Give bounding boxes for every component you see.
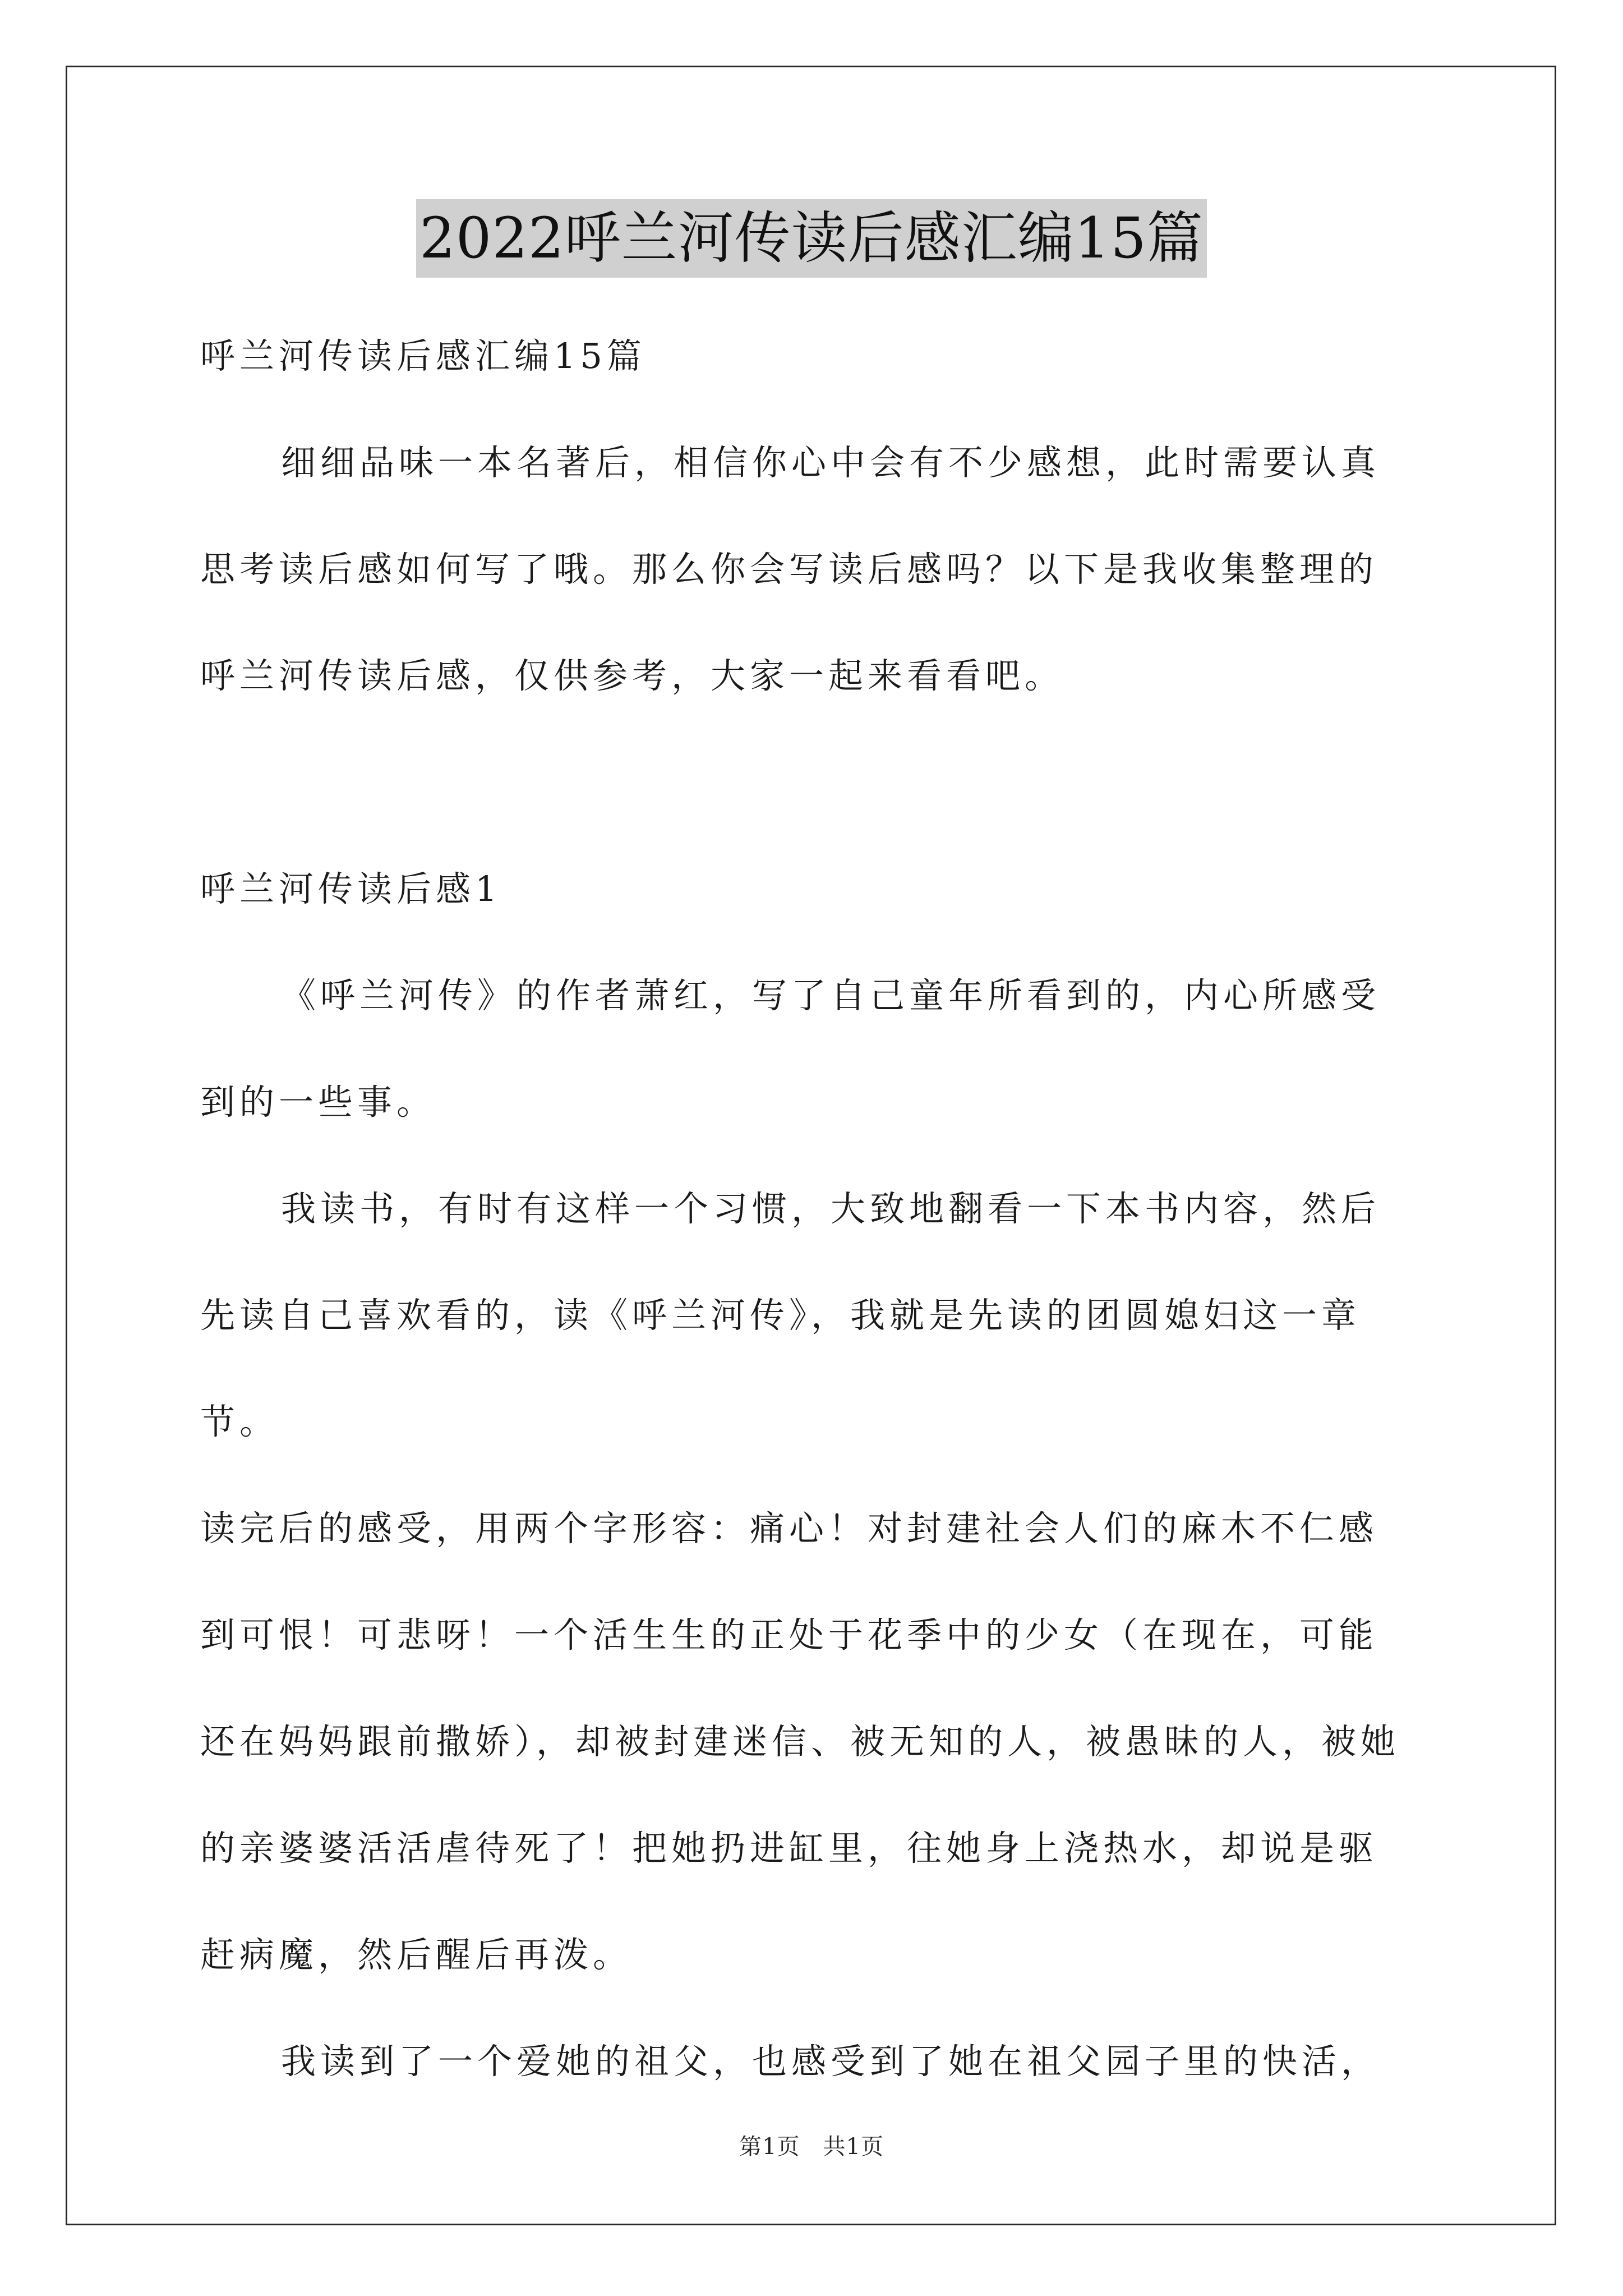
paragraph-2-line-6: 的亲婆婆活活虐待死了！把她扔进缸里，往她身上浇热水，却说是驱	[200, 1828, 1378, 1869]
paragraph-gap	[200, 729, 1434, 836]
section-heading: 呼兰河传读后感1	[200, 868, 502, 909]
document-title: 2022呼兰河传读后感汇编15篇	[416, 199, 1207, 278]
page-number: 第1页 共1页	[739, 2134, 884, 2160]
title-container	[0, 199, 1623, 278]
page-footer	[0, 2129, 1623, 2161]
paragraph-3-line-1: 我读到了一个爱她的祖父，也感受到了她在祖父园子里的快活，	[281, 2041, 1381, 2082]
paragraph-1-line-2: 到的一些事。	[200, 1082, 436, 1122]
paragraph-2-line-3: 读完后的感受，用两个字形容：痛心！对封建社会人们的麻木不仁感	[200, 1508, 1378, 1549]
paragraph-2-line-5: 还在妈妈跟前撒娇），却被封建迷信、被无知的人，被愚昧的人，被她	[200, 1721, 1400, 1762]
intro-line-1: 细细品味一本名著后，相信你心中会有不少感想，此时需要认真	[281, 442, 1381, 483]
intro-line-2: 思考读后感如何写了哦。那么你会写读后感吗？以下是我收集整理的	[200, 549, 1378, 590]
paragraph-1-line-1: 《呼兰河传》的作者萧红，写了自己童年所看到的，内心所感受	[281, 975, 1381, 1016]
paragraph-2-line-2: 先读自己喜欢看的，读《呼兰河传》，我就是先读的团圆媳妇这一章节。	[200, 1295, 1361, 1442]
document-body	[200, 303, 1434, 2115]
paragraph-2-line-1: 我读书，有时有这样一个习惯，大致地翻看一下本书内容，然后	[281, 1188, 1381, 1229]
subtitle: 呼兰河传读后感汇编15篇	[200, 335, 646, 376]
paragraph-2-line-7: 赶病魔，然后醒后再泼。	[200, 1934, 633, 1975]
paragraph-2-line-4: 到可恨！可悲呀！一个活生生的正处于花季中的少女（在现在，可能	[200, 1614, 1378, 1655]
intro-line-3: 呼兰河传读后感，仅供参考，大家一起来看看吧。	[200, 655, 1064, 696]
